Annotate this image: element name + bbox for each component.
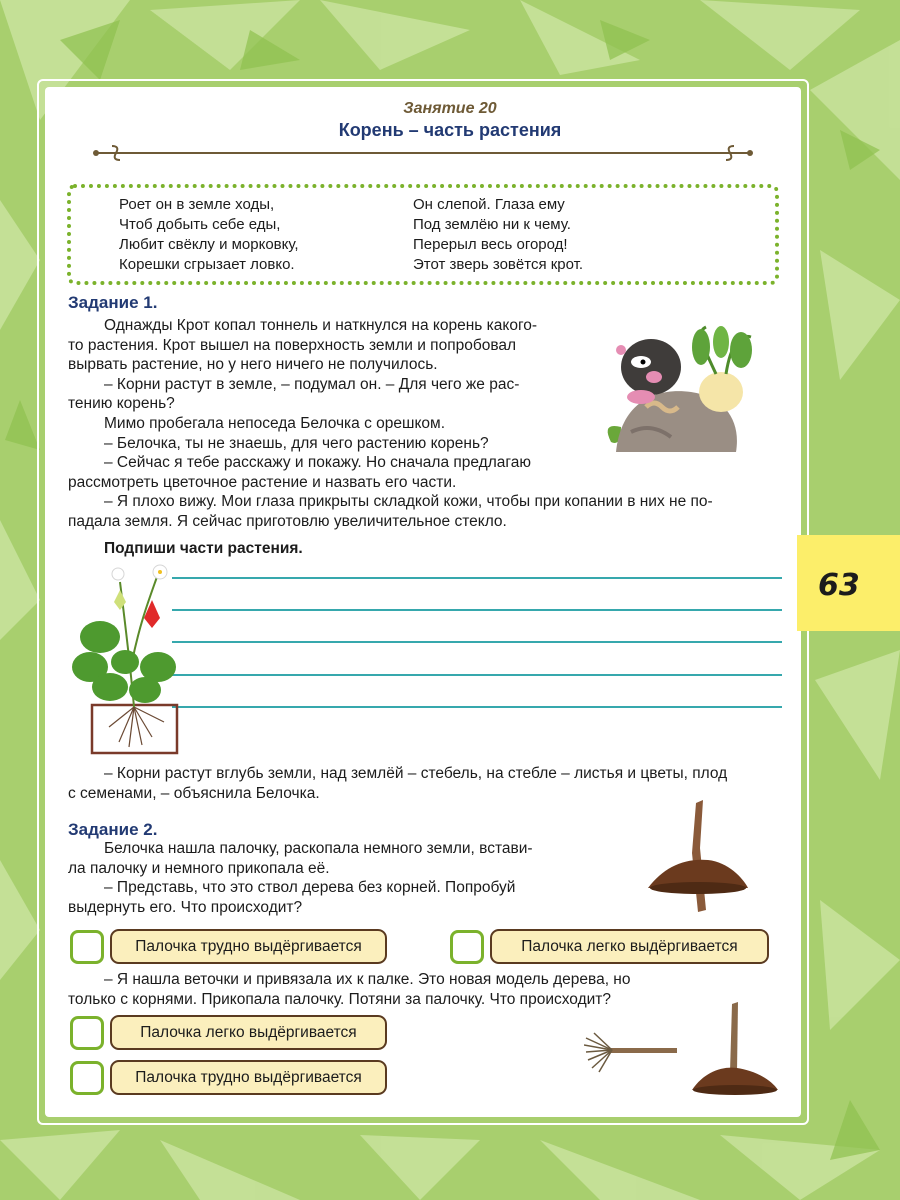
- answer-line[interactable]: [172, 706, 782, 708]
- riddle-line: Он слепой. Глаза ему: [413, 196, 565, 213]
- task2-line: выдернуть его. Что происходит?: [68, 898, 303, 916]
- riddle-line: Корешки сгрызает ловко.: [119, 256, 295, 273]
- riddle-line: Под землёю ни к чему.: [413, 216, 571, 233]
- option-label[interactable]: Палочка трудно выдёргивается: [110, 1060, 387, 1095]
- riddle-line: Перерыл весь огород!: [413, 236, 568, 253]
- checkbox-easy-pull-2[interactable]: [70, 1016, 104, 1050]
- task1-line: падала земля. Я сейчас приготовлю увеличительное стекло.: [68, 512, 507, 530]
- task2-heading: Задание 2.: [68, 820, 158, 839]
- riddle-line: Любит свёклу и морковку,: [119, 236, 299, 253]
- mole-with-beet-illustration: [596, 322, 766, 457]
- task2-text-2: [68, 970, 708, 1009]
- stick-in-soil-illustration: [648, 798, 748, 916]
- task1-line: то растения. Крот вышел на поверхность земли и попробовал: [68, 336, 517, 354]
- riddle-left-column: [119, 195, 299, 275]
- page-title: Корень – часть растения: [338, 120, 562, 140]
- answer-line[interactable]: [172, 609, 782, 611]
- task1-line: – Я плохо вижу. Мои глаза прикрыты складкой кожи, чтобы при копании в них не по-: [104, 493, 713, 510]
- task2-line: – Представь, что это ствол дерева без корней. Попробуй: [104, 879, 516, 897]
- ornament-divider: [88, 143, 758, 163]
- option-label[interactable]: Палочка легко выдёргивается: [110, 1015, 387, 1050]
- task1-text-wide: [68, 492, 784, 531]
- answer-line[interactable]: [172, 674, 782, 676]
- task2-text: [68, 839, 583, 917]
- riddle-line: Этот зверь зовётся крот.: [413, 256, 584, 273]
- task1-line: Однажды Крот копал тоннель и наткнулся на корень какого-: [104, 317, 538, 334]
- riddle-line: Чтоб добыть себе еды,: [119, 216, 281, 233]
- task2-line: ла палочку и немного прикопала её.: [68, 859, 330, 877]
- task1-heading: Задание 1.: [68, 293, 158, 312]
- answer-line[interactable]: [172, 641, 782, 643]
- task1-line: рассмотреть цветочное растение и назвать его части.: [68, 473, 457, 491]
- answer-line[interactable]: [172, 577, 782, 579]
- task2-line: только с корнями. Прикопала палочку. Потяни за палочку. Что происходит?: [68, 990, 611, 1008]
- riddle-line: Роет он в земле ходы,: [119, 196, 275, 213]
- checkbox-easy-pull-1[interactable]: [450, 930, 484, 964]
- option-label[interactable]: Палочка трудно выдёргивается: [110, 929, 387, 964]
- stick-with-roots-illustration: [584, 1030, 679, 1075]
- page-number: 63: [818, 568, 860, 603]
- task1-line: – Сейчас я тебе расскажу и покажу. Но сначала предлагаю: [104, 454, 531, 472]
- task1-line: вырвать растение, но у него ничего не получилось.: [68, 356, 438, 374]
- task1-line: Мимо пробегала непоседа Белочка с орешком.: [104, 414, 445, 432]
- riddle-right-column: [413, 195, 583, 275]
- task2-line: Белочка нашла палочку, раскопала немного земли, встави-: [104, 840, 533, 857]
- option-label[interactable]: Палочка легко выдёргивается: [490, 929, 769, 964]
- task1-text: [68, 316, 583, 492]
- task1-line: – Корни растут в земле, – подумал он. – Для чего же рас-: [104, 375, 520, 393]
- planted-stick-with-roots-illustration: [692, 1002, 778, 1097]
- checkbox-hard-pull-1[interactable]: [70, 930, 104, 964]
- conclusion-line: с семенами, – объяснила Белочка.: [68, 784, 320, 802]
- checkbox-hard-pull-2[interactable]: [70, 1061, 104, 1095]
- conclusion-line: – Корни растут вглубь земли, над землёй – стебель, на стебле – листья и цветы, плод: [104, 765, 728, 782]
- lesson-label: Занятие 20: [403, 100, 497, 117]
- task1-instruction: Подпиши части растения.: [104, 540, 303, 557]
- task2-line: – Я нашла веточки и привязала их к палке. Это новая модель дерева, но: [104, 971, 631, 988]
- task1-line: – Белочка, ты не знаешь, для чего растению корень?: [104, 434, 489, 452]
- task1-line: тению корень?: [68, 395, 175, 413]
- strawberry-plant-illustration: [70, 562, 185, 758]
